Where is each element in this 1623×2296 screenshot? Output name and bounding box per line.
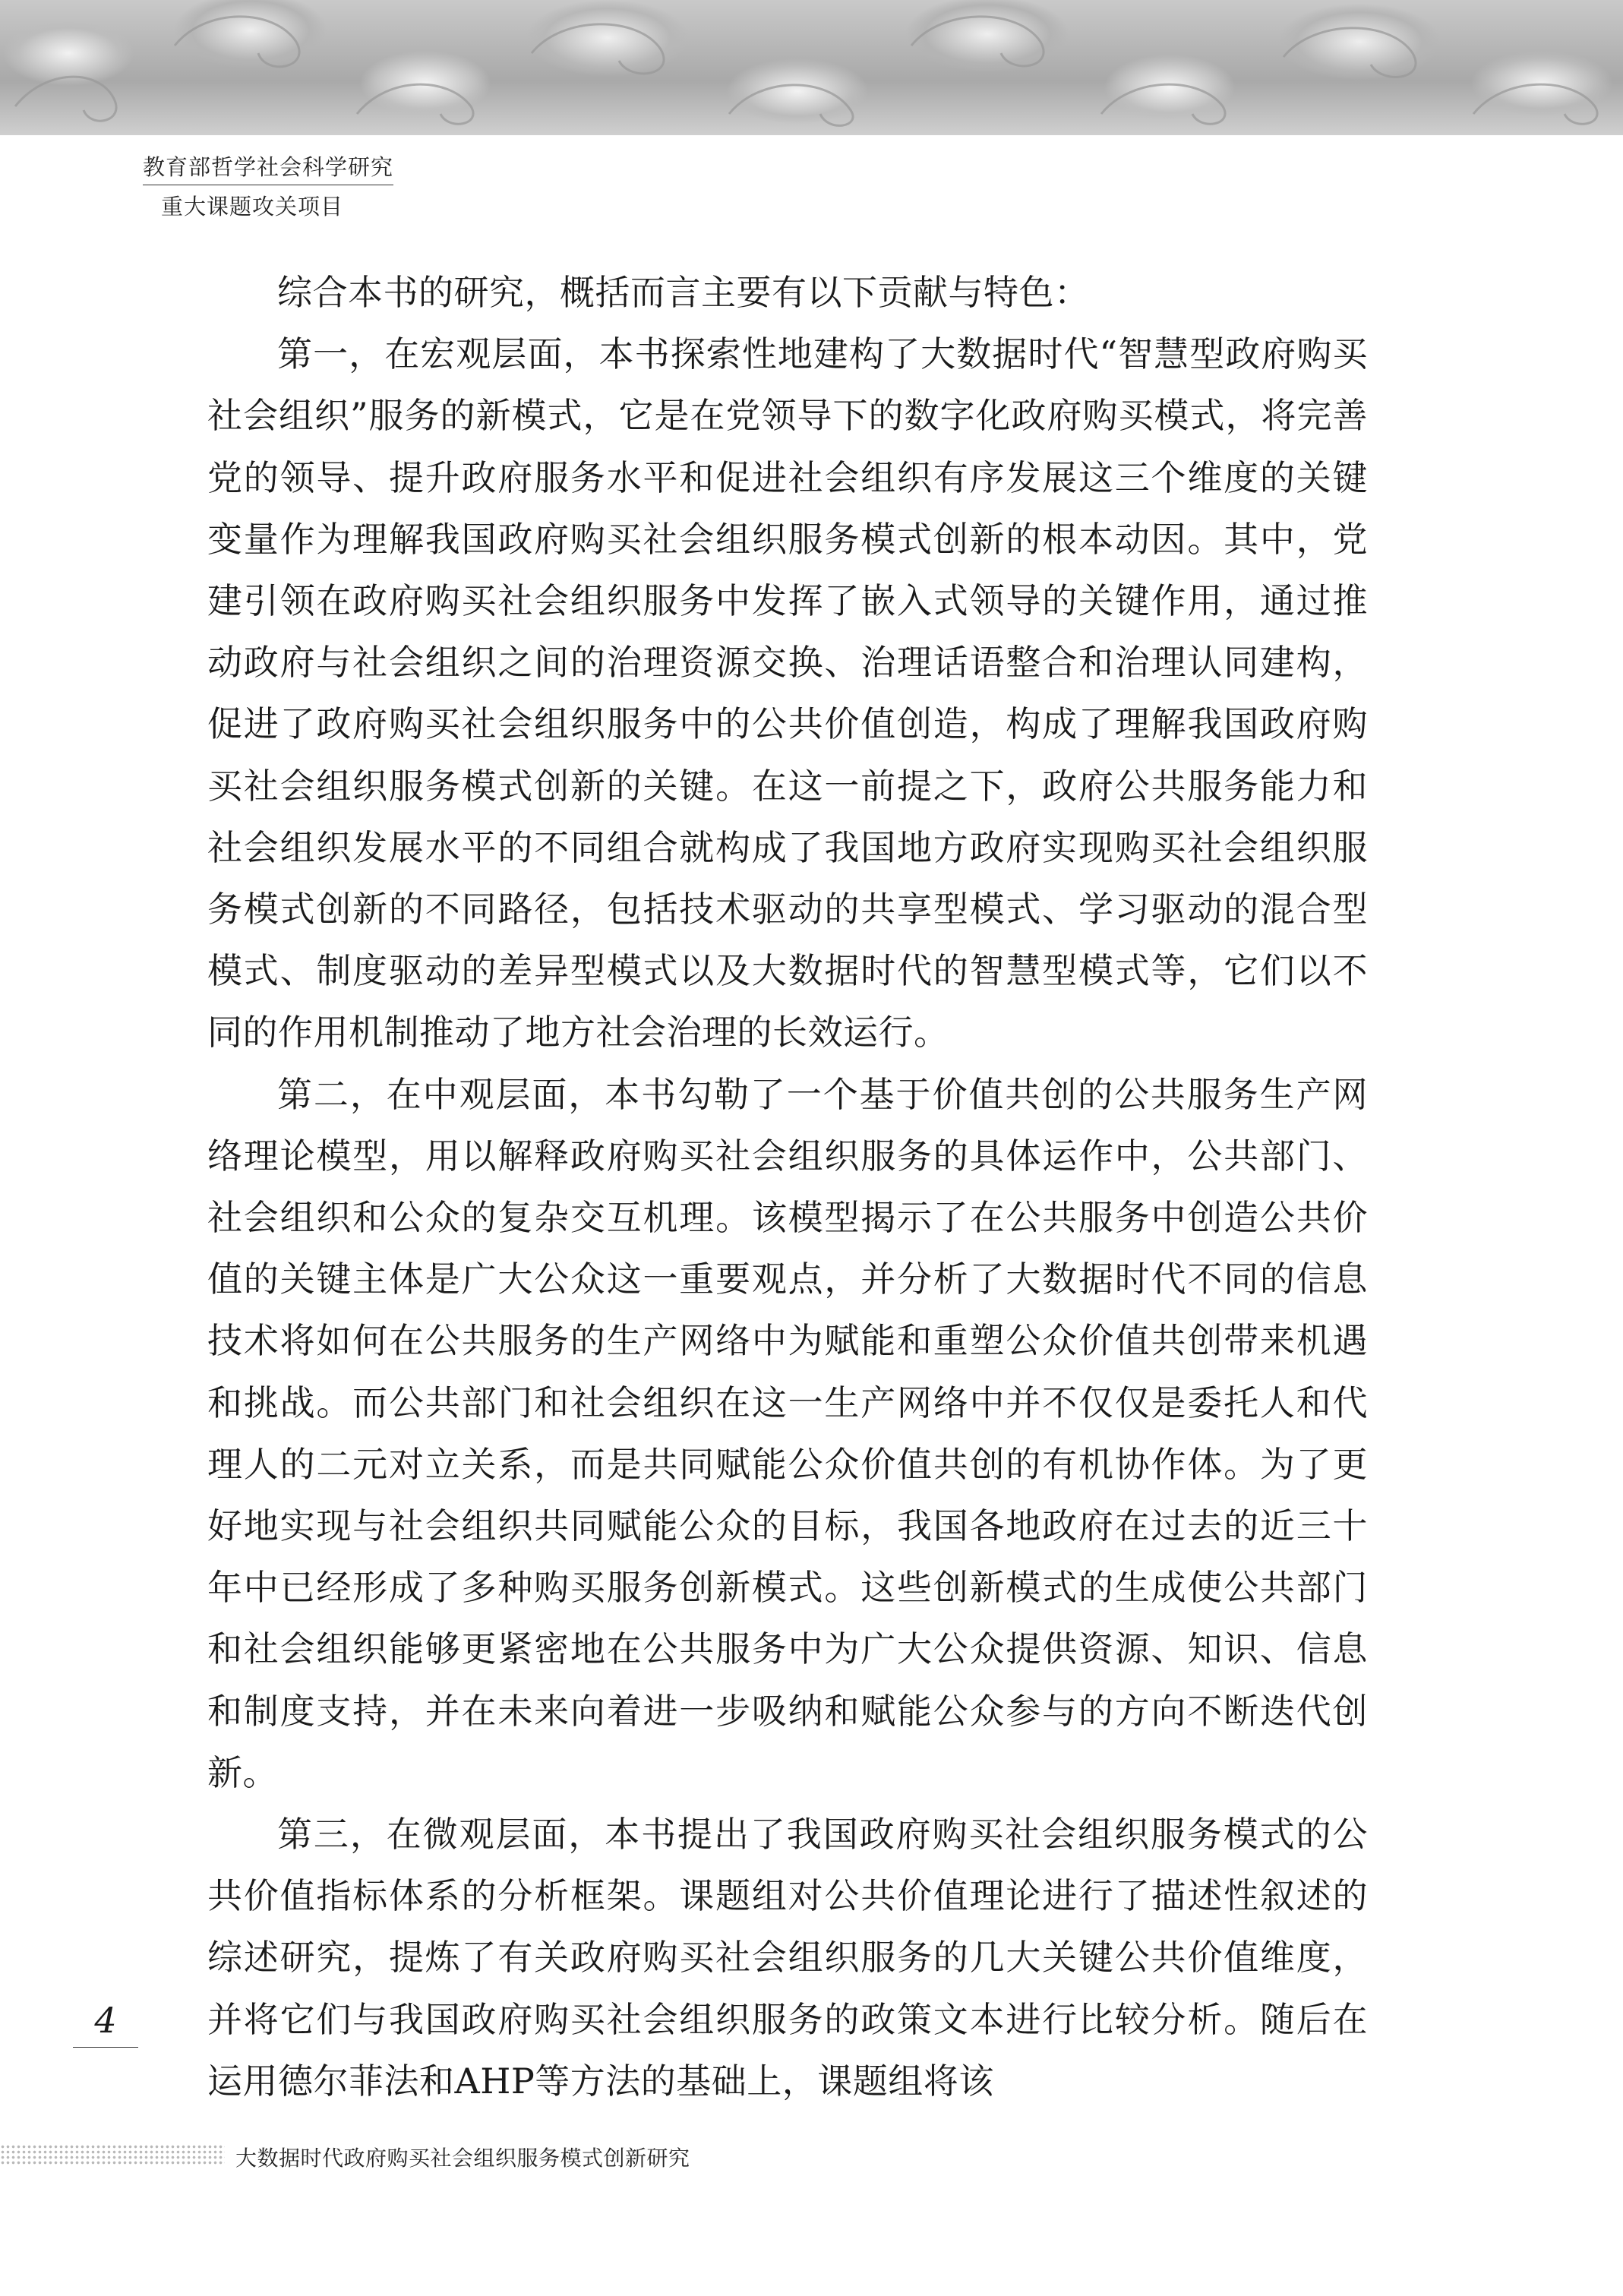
series-title: 教育部哲学社会科学研究 <box>143 150 393 185</box>
page-number: 4 <box>73 2000 138 2048</box>
footer-book-title: 大数据时代政府购买社会组织服务模式创新研究 <box>235 2146 690 2171</box>
paragraph-third: 第三，在微观层面，本书提出了我国政府购买社会组织服务模式的公共价值指标体系的分析框架。课题组对公共价值理论进行了描述性叙述的综述研究，提炼了有关政府购买社会组织服务的几大关键公共价值维度，并将它们与我国政府购买社会组织服务的政策文本进行比较分析。随后在运用德尔菲法和AHP等方法的基础上，课题组将该 <box>207 1814 1368 2102</box>
footer-dot-pattern <box>0 2144 225 2165</box>
paragraph-second: 第二，在中观层面，本书勾勒了一个基于价值共创的公共服务生产网络理论模型，用以解释政府购买社会组织服务的具体运作中，公共部门、社会组织和公众的复杂交互机理。该模型揭示了在公共服务中创造公共价值的关键主体是广大公众这一重要观点，并分析了大数据时代不同的信息技术将如何在公共服务的生产网络中为赋能和重塑公众价值共创带来机遇和挑战。而公共部门和社会组织在这一生产网络中并不仅仅是委托人和代理人的二元对立关系，而是共同赋能公众价值共创的有机协作体。为了更好地实现与社会组织共同赋能公众的目标，我国各地政府在过去的近三十年中已经形成了多种购买服务创新模式。这些创新模式的生成使公共部门和社会组织能够更紧密地在公共服务中为广大公众提供资源、知识、信息和制度支持，并在未来向着进一步吸纳和赋能公众参与的方向不断迭代创新。 <box>207 1073 1368 1793</box>
paragraph-first: 第一，在宏观层面，本书探索性地建构了大数据时代“智慧型政府购买社会组织”服务的新模式，它是在党领导下的数字化政府购买模式，将完善党的领导、提升政府服务水平和促进社会组织有序发展这三个维度的关键变量作为理解我国政府购买社会组织服务模式创新的根本动因。其中，党建引领在政府购买社会组织服务中发挥了嵌入式领导的关键作用，通过推动政府与社会组织之间的治理资源交换、治理话语整合和治理认同建构，促进了政府购买社会组织服务中的公共价值创造，构成了理解我国政府购买社会组织服务模式创新的关键。在这一前提之下，政府公共服务能力和社会组织发展水平的不同组合就构成了我国地方政府实现购买社会组织服务模式创新的不同路径，包括技术驱动的共享型模式、学习驱动的混合型模式、制度驱动的差异型模式以及大数据时代的智慧型模式等，它们以不同的作用机制推动了地方社会治理的长效运行。 <box>207 333 1368 1053</box>
cloud-swirl-decoration <box>0 0 1623 135</box>
cloud-pattern-banner <box>0 0 1623 135</box>
paragraph-intro: 综合本书的研究，概括而言主要有以下贡献与特色： <box>277 272 1090 313</box>
body-text <box>207 262 1368 2112</box>
series-subtitle: 重大课题攻关项目 <box>161 194 344 219</box>
series-header <box>143 150 393 221</box>
